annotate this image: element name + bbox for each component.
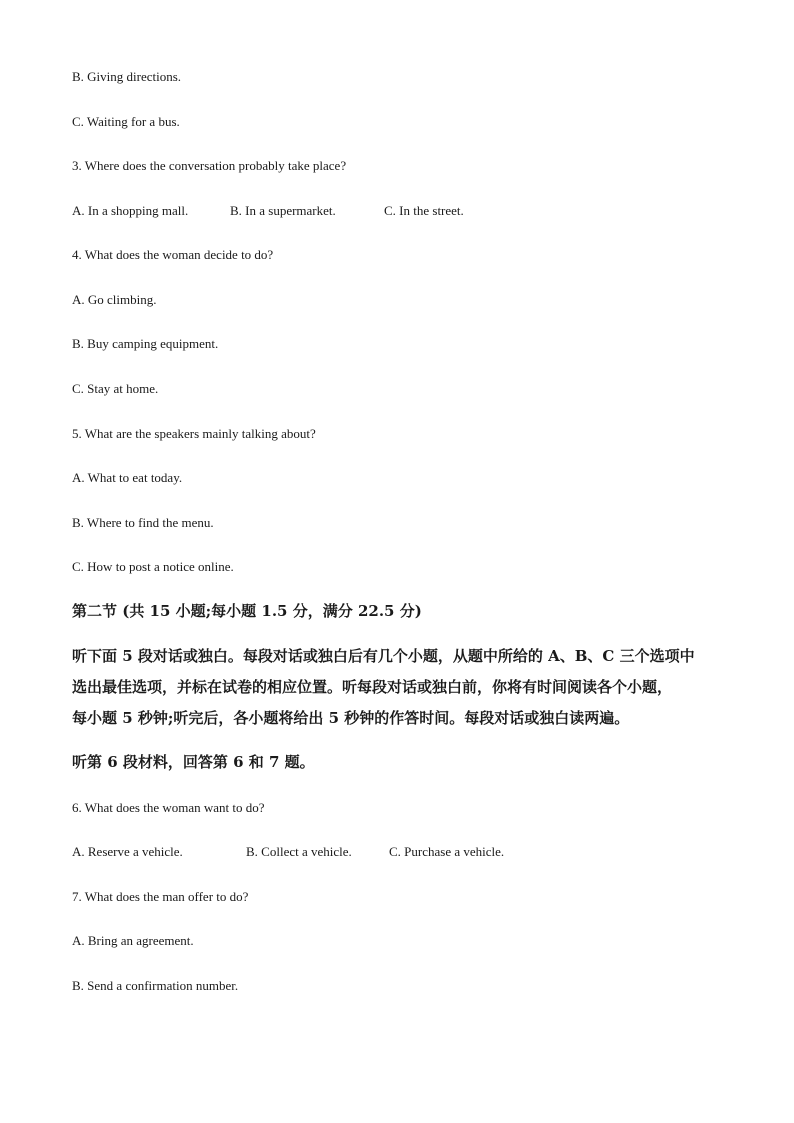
q5-option-a: A. What to eat today.	[72, 470, 183, 485]
q4-question: 4. What does the woman decide to do?	[72, 247, 274, 262]
q3-option-b: B. In a supermarket.	[230, 203, 336, 218]
material6-instruction: 听第 6 段材料，回答第 6 和 7 题。	[72, 753, 315, 771]
section2-heading: 第二节 (共 15 小题;每小题 1.5 分，满分 22.5 分)	[72, 602, 422, 620]
q3-option-c: C. In the street.	[384, 203, 464, 218]
q4-option-c: C. Stay at home.	[72, 381, 159, 396]
q6-question: 6. What does the woman want to do?	[72, 800, 265, 815]
q4-option-b: B. Buy camping equipment.	[72, 336, 219, 351]
section2-instruction-line1: 听下面 5 段对话或独白。每段对话或独白后有几个小题，从题中所给的 A、B、C 三个选项中	[72, 647, 695, 665]
q6-option-b: B. Collect a vehicle.	[246, 844, 352, 859]
q3-option-a: A. In a shopping mall.	[72, 203, 189, 218]
q7-question: 7. What does the man offer to do?	[72, 889, 249, 904]
q2-option-b: B. Giving directions.	[72, 69, 182, 84]
q6-option-a: A. Reserve a vehicle.	[72, 844, 183, 859]
section2-instruction-line2: 选出最佳选项，并标在试卷的相应位置。听每段对话或独白前，你将有时间阅读各个小题，	[72, 678, 673, 696]
q7-option-a: A. Bring an agreement.	[72, 933, 194, 948]
q5-option-b: B. Where to find the menu.	[72, 515, 214, 530]
q2-option-c: C. Waiting for a bus.	[72, 114, 180, 129]
q4-option-a: A. Go climbing.	[72, 292, 157, 307]
q5-option-c: C. How to post a notice online.	[72, 559, 234, 574]
q3-question: 3. Where does the conversation probably take place?	[72, 158, 347, 173]
section2-instruction-line3: 每小题 5 秒钟;听完后，各小题将给出 5 秒钟的作答时间。每段对话或独白读两遍。	[72, 709, 630, 727]
q5-question: 5. What are the speakers mainly talking about?	[72, 426, 316, 441]
q6-option-c: C. Purchase a vehicle.	[389, 844, 505, 859]
q7-option-b: B. Send a confirmation number.	[72, 978, 239, 993]
